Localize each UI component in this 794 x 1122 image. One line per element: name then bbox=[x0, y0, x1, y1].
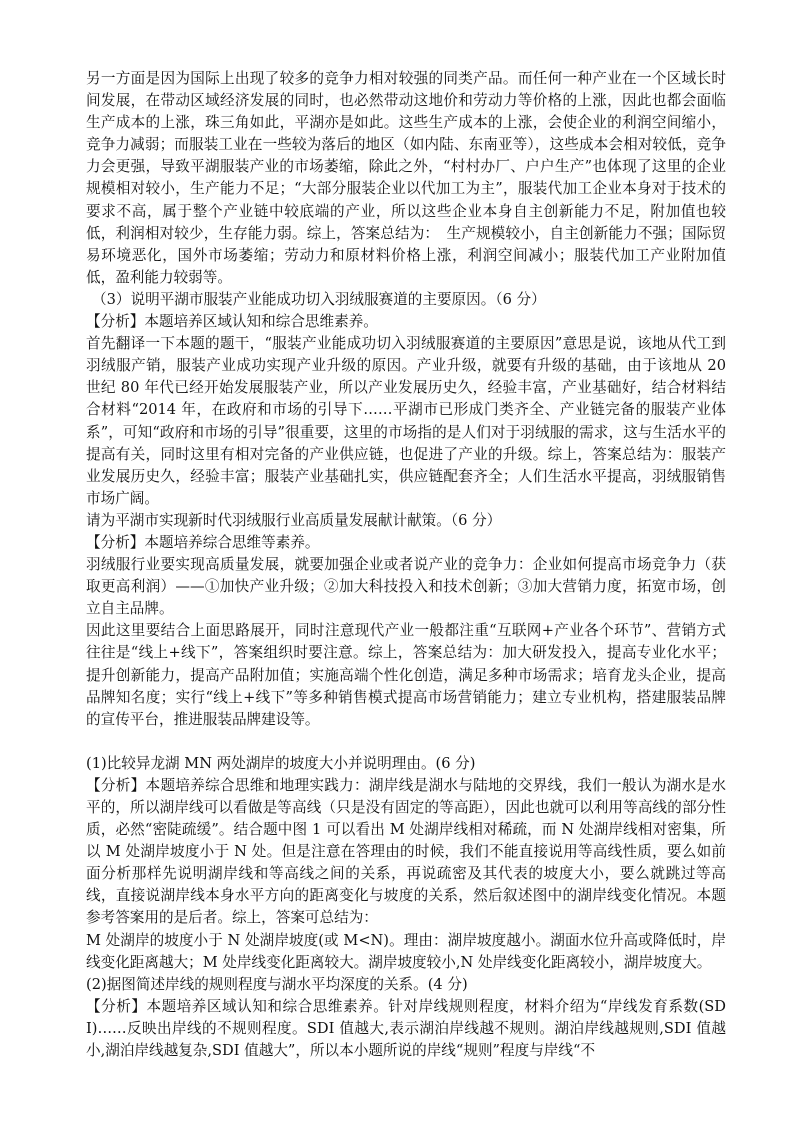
question-lake-2-heading: (2)据图简述岸线的规则程度与湖水平均深度的关系。(4 分) bbox=[86, 975, 468, 993]
paragraph-lake-1-analysis: 【分析】本题培养综合思维和地理实践力：湖岸线是湖水与陆地的交界线，我们一般认为湖水是水平的，所以湖岸线可以看做是等高线（只是没有固定的等高距），因此也就可以利用等高线的部分性质，必然“密陡疏缓”。结合题中图 1 可以看出 M 处湖岸线相对稀疏，而 N 处湖岸线相对密集，所以 M 处湖岸坡度小于 N 处。但是注意在答理由的时候，我们不能直接说用等高线性质，要么如前面分析那样先说明湖岸线和等高线之间的关系，再说疏密及其代表的坡度大小，要么就跳过等高线，直接说湖岸线本身水平方向的距离变化与坡度的关系，然后叙述图中的湖岸线变化情况。本题参考答案用的是后者。综上，答案可总结为： bbox=[86, 776, 726, 927]
paragraph-q4-answer: 因此这里要结合上面思路展开，同时注意现代产业一般都注重“互联网+产业各个环节”、营销方式往往是“线上+线下”，答案组织时要注意。综上，答案总结为：加大研发投入，提高专业化水平；提升创新能力，提高产品附加值；实施高端个性化创造，满足多种市场需求；培育龙头企业，提高品牌知名度；实行“线上+线下”等多种销售模式提高市场营销能力；建立专业机构，搭建服装品牌的宣传平台，推进服装品牌建设等。 bbox=[86, 622, 726, 728]
question-4-heading: 请为平湖市实现新时代羽绒服行业高质量发展献计献策。（6 分） bbox=[86, 511, 502, 529]
paragraph-q3-analysis: 首先翻译一下本题的题干，“服装产业能成功切入羽绒服赛道的主要原因”意思是说，该地从代工到羽绒服产销，服装产业成功实现产业升级的原因。产业升级，就要有升级的基础，由于该地从 20 世纪 80 年代已经开始发展服装产业，所以产业发展历史久，经验丰富，产业基础好，结合材料结合材料“2014 年，在政府和市场的引导下……平湖市已形成门类齐全、产业链完备的服装产业体系”，可知“政府和市场的引导”很重要，这里的市场指的是人们对于羽绒服的需求，这与生活水平的提高有关，同时这里有相对完备的产业供应链，也促进了产业的升级。综上，答案总结为：服装产业发展历史久，经验丰富；服装产业基础扎实，供应链配套齐全；人们生活水平提高，羽绒服销售市场广阔。 bbox=[86, 335, 731, 507]
question-3-heading: （3）说明平湖市服装产业能成功切入羽绒服赛道的主要原因。（6 分） bbox=[92, 290, 546, 308]
analysis-label-q4: 【分析】本题培养综合思维等素养。 bbox=[86, 533, 320, 551]
paragraph-lake-2-analysis: 【分析】本题培养区域认知和综合思维素养。针对岸线规则程度，材料介绍为“岸线发育系数(SDI)……反映出岸线的不规则程度。SDI 值越大,表示湖泊岸线越不规则。湖泊岸线越规则,SDI 值越小,湖泊岸线越复杂,SDI 值越大”，所以本小题所说的岸线“规则”程度与岸线“不 bbox=[86, 997, 726, 1060]
paragraph-q4-competitiveness: 羽绒服行业要实现高质量发展，就要加强企业或者说产业的竞争力：企业如何提高市场竞争力（获取更高利润）——①加快产业升级；②加大科技投入和技术创新；③加大营销力度，拓宽市场，创立自主品牌。 bbox=[86, 556, 726, 618]
paragraph-production-cost: 另一方面是因为国际上出现了较多的竞争力相对较强的同类产品。而任何一种产业在一个区域长时间发展，在带动区域经济发展的同时，也必然带动这地价和劳动力等价格的上涨，因此也都会面临生产成本的上涨，珠三角如此，平湖亦是如此。这些生产成本的上涨，会使企业的利润空间缩小，竞争力减弱；而服装工业在一些较为落后的地区（如内陆、东南亚等），这些成本会相对较低，竞争力会更强，导致平湖服装产业的市场萎缩，除此之外，“村村办厂、户户生产”也体现了这里的企业规模相对较小，生产能力不足；“大部分服装企业以代加工为主”，服装代加工企业本身对于技术的要求不高，属于整个产业链中较底端的产业，所以这些企业本身自主创新能力不足，附加值也较低，利润相对较少，生存能力弱。综上，答案总结为： 生产规模较小，自主创新能力不强；国际贸易环境恶化，国外市场萎缩；劳动力和原材料价格上涨，利润空间减小；服装代加工产业附加值低，盈利能力较弱等。 bbox=[86, 70, 726, 286]
paragraph-lake-1-answer: M 处湖岸的坡度小于 N 处湖岸坡度(或 M<N)。理由：湖岸坡度越小。湖面水位升高或降低时，岸线变化距离越大；M 处岸线变化距离较大。湖岸坡度较小,N 处岸线变化距离较小，湖岸坡度大。 bbox=[86, 931, 726, 971]
document-page bbox=[86, 68, 731, 1062]
analysis-label-q3: 【分析】本题培养区域认知和综合思维素养。 bbox=[86, 313, 378, 331]
section-spacer bbox=[86, 731, 726, 753]
question-lake-1-heading: (1)比较异龙湖 MN 两处湖岸的坡度大小并说明理由。(6 分) bbox=[86, 754, 476, 772]
